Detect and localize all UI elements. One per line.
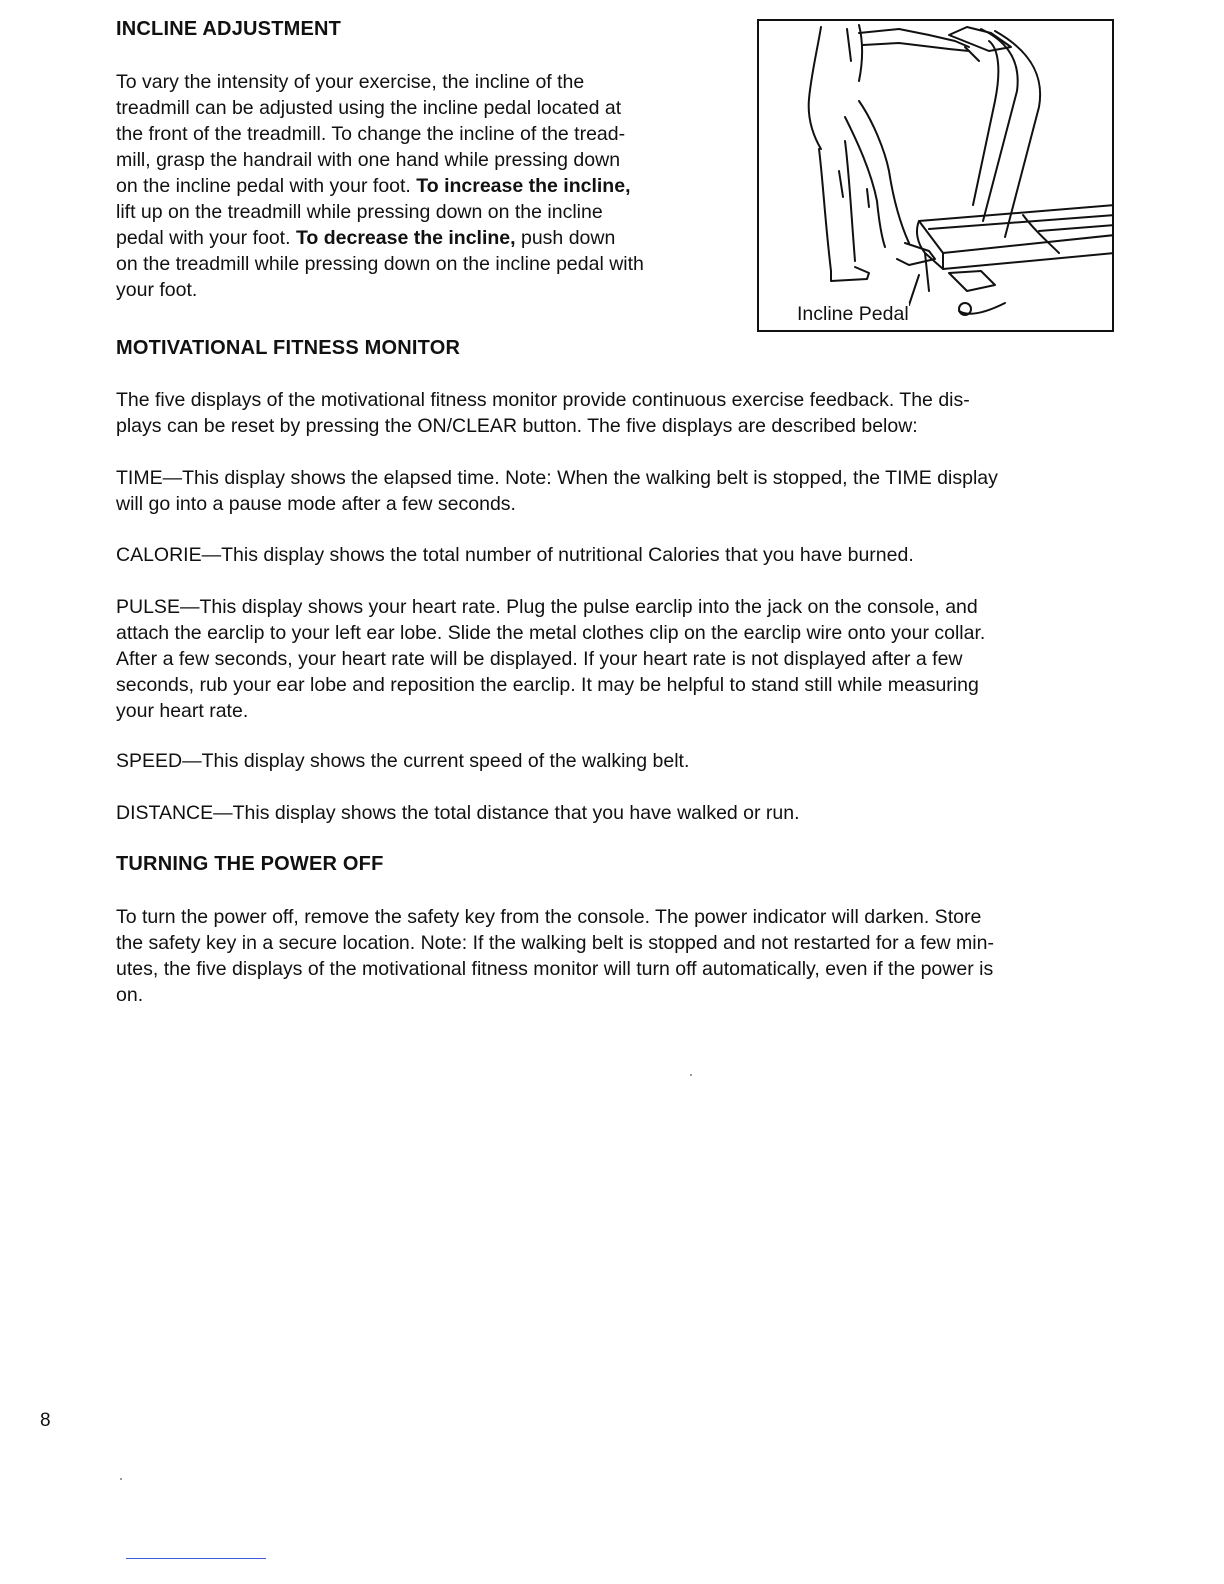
speed-line: SPEED—This display shows the current speed of the walking belt.: [116, 750, 690, 772]
power-heading: TURNING THE POWER OFF: [116, 853, 384, 875]
incline-line-5: [116, 173, 716, 199]
incline-line-2: treadmill can be adjusted using the incline pedal located at: [116, 97, 622, 119]
incline-heading: INCLINE ADJUSTMENT: [116, 18, 342, 40]
page-number: 8: [40, 1410, 51, 1431]
speed-description: [116, 748, 1116, 774]
deck-top-edge: [919, 205, 1112, 221]
console-top: [949, 27, 1011, 51]
incline-line-5-text: on the incline pedal with your foot.: [116, 175, 417, 197]
footer-rule: [126, 1558, 266, 1559]
scan-speck: [690, 1074, 692, 1076]
incline-line-7-tail: push down: [515, 227, 616, 249]
incline-pedal-label: Incline Pedal: [797, 303, 909, 325]
pulse-line-4: seconds, rub your ear lobe and reposition the earclip. It may be helpful to stand still while measuring: [116, 674, 979, 696]
incline-paragraph: [116, 69, 716, 303]
incline-line-3: the front of the treadmill. To change the incline of the tread-: [116, 123, 626, 145]
person-rear-leg: [819, 149, 831, 271]
calorie-line: CALORIE—This display shows the total number of nutritional Calories that you have burned.: [116, 544, 914, 566]
time-line-1: TIME—This display shows the elapsed time. Note: When the walking belt is stopped, the TIME display: [116, 467, 998, 489]
incline-line-7: [116, 225, 716, 251]
pulse-line-2: attach the earclip to your left ear lobe. Slide the metal clothes clip on the earclip wire onto your collar.: [116, 622, 986, 644]
time-description: [116, 465, 1116, 517]
distance-line: DISTANCE—This display shows the total distance that you have walked or run.: [116, 802, 800, 824]
deck-side: [919, 221, 1112, 253]
power-line-1: To turn the power off, remove the safety key from the console. The power indicator will darken. Store: [116, 906, 982, 928]
scan-speck: [120, 1478, 122, 1480]
time-line-2: will go into a pause mode after a few seconds.: [116, 493, 516, 515]
incline-line-9: your foot.: [116, 279, 198, 301]
pulse-description: [116, 594, 1116, 724]
pulse-line-3: After a few seconds, your heart rate will be displayed. If your heart rate is not displayed after a few: [116, 648, 963, 670]
incline-line-1: To vary the intensity of your exercise, the incline of the: [116, 71, 585, 93]
decrease-incline-phrase: To decrease the incline,: [295, 227, 516, 249]
handrail-front: [995, 31, 1040, 237]
incline-line-4: mill, grasp the handrail with one hand while pressing down: [116, 149, 621, 171]
person-back-outline: [809, 27, 821, 149]
pedal-leader-line: [909, 275, 919, 305]
power-line-3: utes, the five displays of the motivational fitness monitor will turn off automatically, even if the power is: [116, 958, 994, 980]
handrail-rear: [981, 29, 1018, 221]
treadmill-illustration: [759, 21, 1112, 330]
power-paragraph: [116, 904, 1116, 1008]
power-line-2: the safety key in a secure location. Note: If the walking belt is stopped and not restarted for a few min-: [116, 932, 994, 954]
distance-description: [116, 800, 1116, 826]
incline-line-7-text: pedal with your foot.: [116, 227, 296, 249]
monitor-heading: MOTIVATIONAL FITNESS MONITOR: [116, 337, 461, 359]
rear-shoe: [831, 267, 869, 281]
calorie-description: [116, 542, 1116, 568]
monitor-intro: [116, 387, 1116, 439]
incline-pedal-shape: [949, 271, 995, 291]
increase-incline-phrase: To increase the incline,: [416, 175, 631, 197]
power-line-4: on.: [116, 984, 144, 1006]
incline-line-8: on the treadmill while pressing down on the incline pedal with: [116, 253, 644, 275]
front-shoe: [897, 243, 935, 265]
monitor-intro-line-1: The five displays of the motivational fitness monitor provide continuous exercise feedback. The dis-: [116, 389, 970, 411]
monitor-intro-line-2: plays can be reset by pressing the ON/CLEAR button. The five displays are described below:: [116, 415, 918, 437]
incline-pedal-figure: [757, 19, 1114, 332]
incline-line-6: lift up on the treadmill while pressing down on the incline: [116, 201, 603, 223]
pulse-line-5: your heart rate.: [116, 700, 249, 722]
pulse-line-1: PULSE—This display shows your heart rate. Plug the pulse earclip into the jack on the console, and: [116, 596, 978, 618]
person-front-leg: [859, 101, 909, 243]
